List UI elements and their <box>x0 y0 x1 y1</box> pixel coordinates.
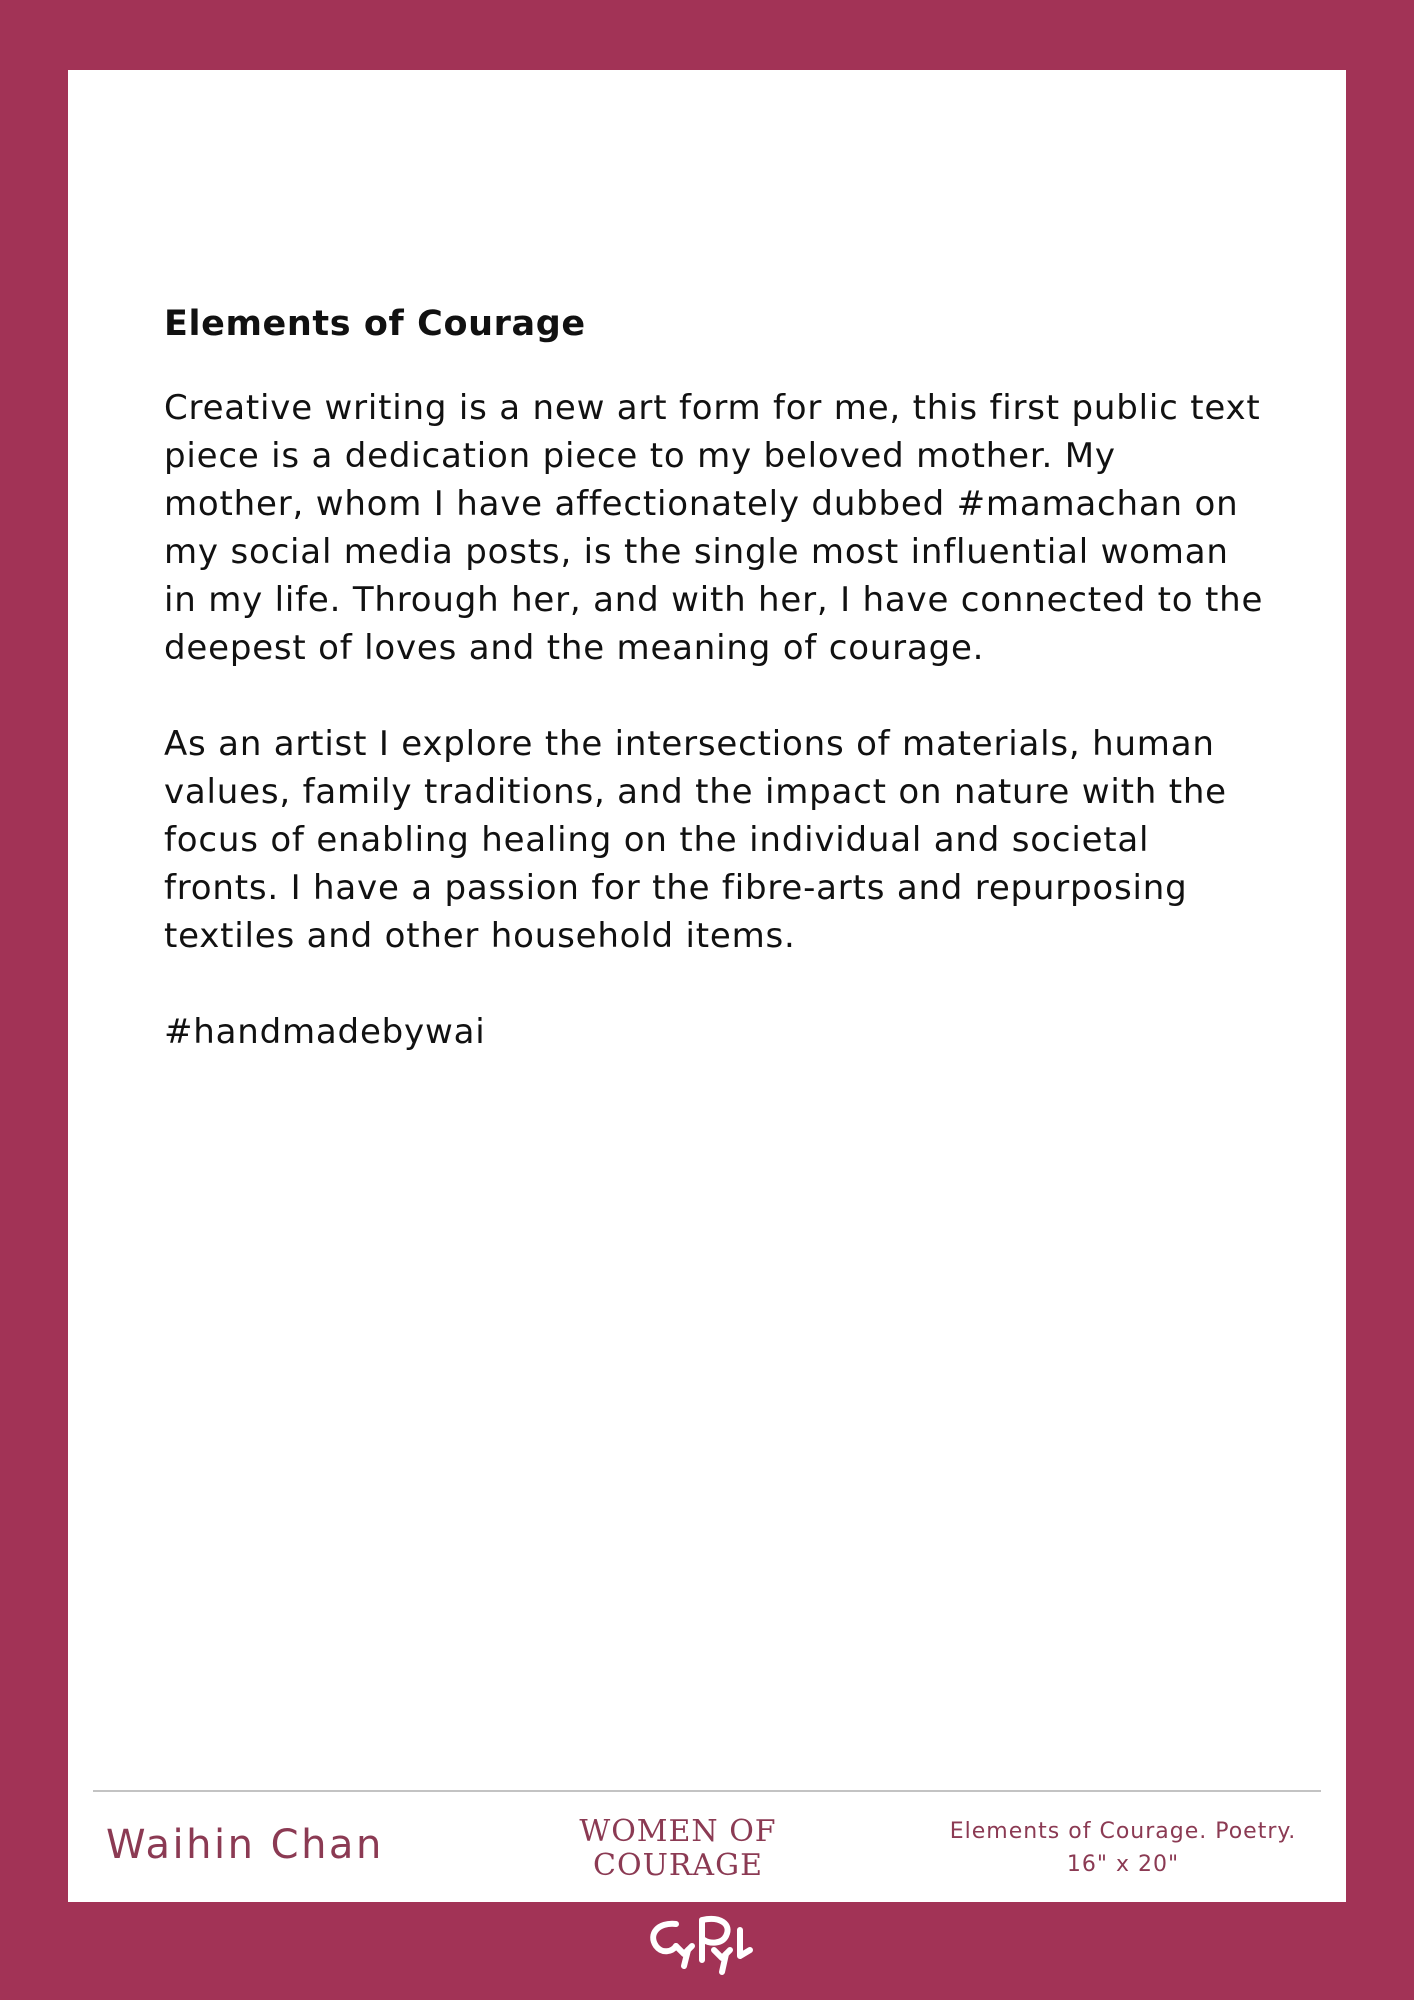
document-page <box>68 70 1346 1902</box>
artwork-title-medium: Elements of Courage. Poetry. <box>949 1819 1297 1844</box>
paragraph-hashtag: #handmadebywai <box>164 1011 486 1052</box>
document-title: Elements of Courage <box>164 304 586 344</box>
signature-mark-icon <box>646 1910 770 1990</box>
document-body <box>164 302 1264 1104</box>
footer-divider <box>93 1790 1321 1792</box>
artist-name: Waihin Chan <box>106 1822 384 1868</box>
brand-line-1: WOMEN OF <box>579 1814 777 1849</box>
brand-line-2: COURAGE <box>593 1848 763 1883</box>
artwork-info <box>923 1815 1323 1881</box>
brand-logo-text <box>548 1815 808 1883</box>
paragraph-artist-statement: As an artist I explore the intersections of materials, human values, family traditions, and the impact on nature with the focus of enabling healing on the individual and societal fronts. I have a passion for the fibre-arts and repurposing textiles and other household items. <box>164 723 1227 956</box>
paragraph-intro: Creative writing is a new art form for me, this first public text piece is a dedication piece to my beloved mother. My mother, whom I have affectionately dubbed #mamachan on my social media posts, is the single most influential woman in my life. Through her, and with her, I have connected to the deepest of loves and the meaning of courage. <box>164 387 1264 668</box>
artwork-dimensions: 16" x 20" <box>1066 1852 1180 1877</box>
